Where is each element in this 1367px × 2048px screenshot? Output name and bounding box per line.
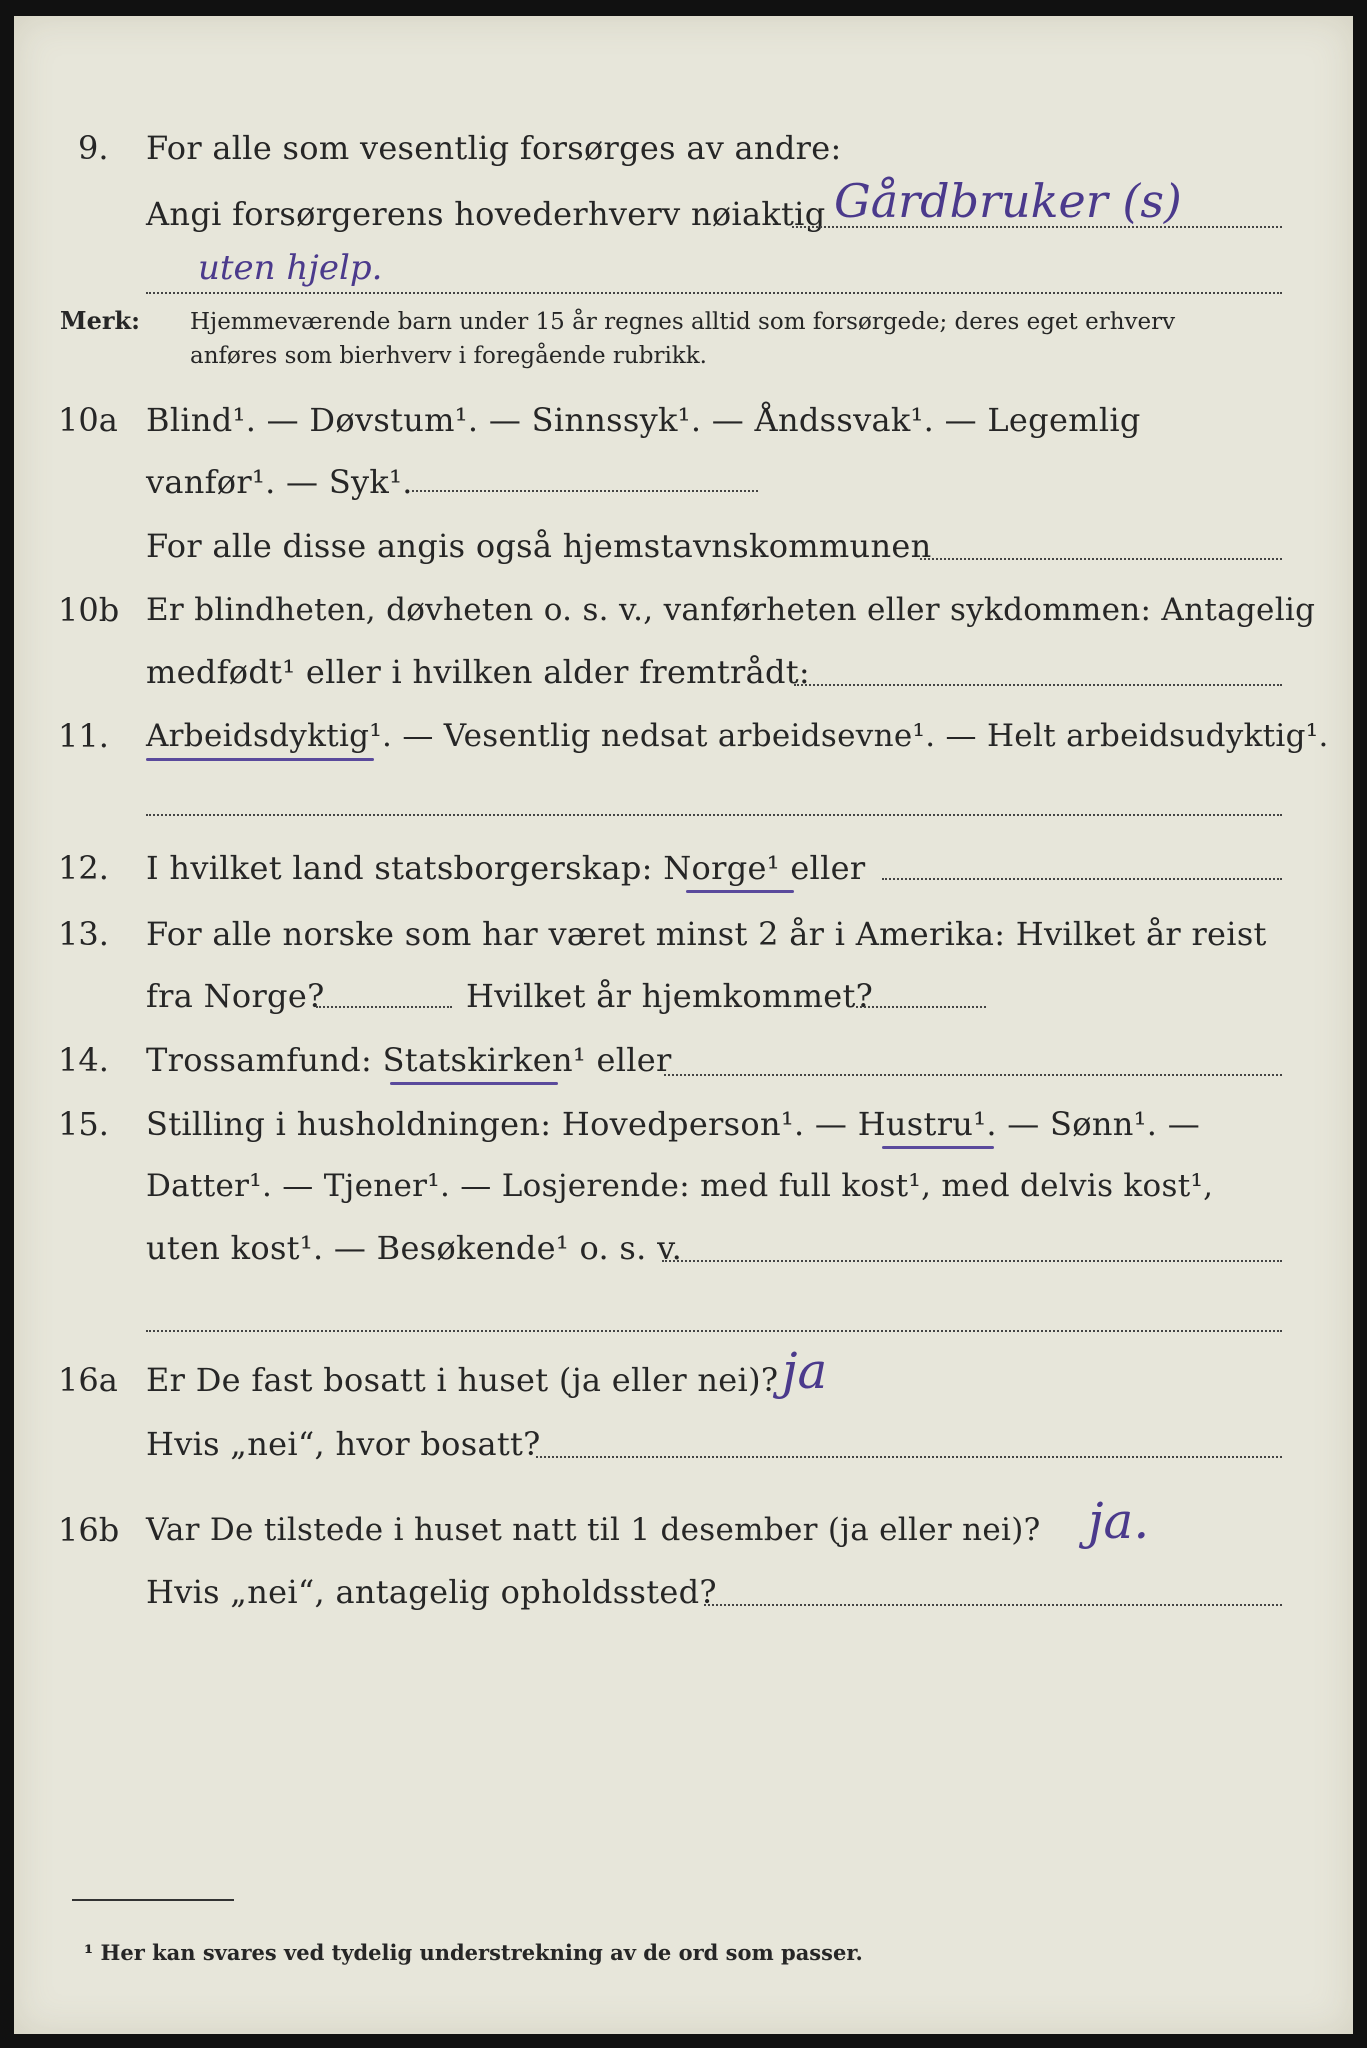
q12-norge-underline <box>686 890 794 893</box>
q12-number: 12. <box>58 849 109 887</box>
q16a-number: 16a <box>58 1361 118 1399</box>
q14-statskirken-underline <box>390 1082 558 1085</box>
q15-answer-line2 <box>146 1330 1282 1332</box>
q15-answer-line1 <box>662 1260 1282 1262</box>
q10a-answer-line <box>412 490 758 492</box>
q13-line2b: Hvilket år hjemkommet? <box>466 977 874 1015</box>
q10a-number: 10a <box>58 401 118 439</box>
q14-line1: Trossamfund: Statskirken¹ eller <box>146 1041 672 1079</box>
q10a-line3: For alle disse angis også hjemstavnskommunen <box>146 527 932 565</box>
q15-hustru-underline <box>882 1146 994 1149</box>
q11-arbeidsdyktig-underline <box>146 758 374 761</box>
q16a-handwritten-answer: ja <box>782 1342 828 1400</box>
q16a-line2: Hvis „nei“, hvor bosatt? <box>146 1425 541 1463</box>
q15-line2: Datter¹. — Tjener¹. — Losjerende: med full kost¹, med delvis kost¹, <box>146 1168 1214 1204</box>
q15-line3: uten kost¹. — Besøkende¹ o. s. v. <box>146 1229 683 1267</box>
q13-line2a: fra Norge? <box>146 977 325 1015</box>
q15-line1: Stilling i husholdningen: Hovedperson¹. — Hustru¹. — Sønn¹. — <box>146 1105 1201 1143</box>
merk-line2: anføres som bierhverv i foregående rubrikk. <box>190 343 707 369</box>
q9-answer-line2 <box>146 292 1282 294</box>
q14-answer-line <box>664 1074 1282 1076</box>
q15-number: 15. <box>58 1105 109 1143</box>
q13-reist-line <box>316 1006 452 1008</box>
q13-number: 13. <box>58 915 109 953</box>
footnote-rule <box>72 1899 234 1901</box>
q10b-line1: Er blindheten, døvheten o. s. v., vanførheten eller sykdommen: Antagelig <box>146 592 1316 628</box>
q10a-line2: vanfør¹. — Syk¹. <box>146 463 413 501</box>
q10b-answer-line <box>794 684 1282 686</box>
q11-number: 11. <box>58 717 109 755</box>
census-form-page <box>14 16 1353 2034</box>
q10a-hjemstavn-line <box>920 558 1282 560</box>
q10b-line2: medfødt¹ eller i hvilken alder fremtrådt: <box>146 653 810 691</box>
q11-line1: Arbeidsdyktig¹. — Vesentlig nedsat arbeidsevne¹. — Helt arbeidsudyktig¹. <box>146 718 1329 754</box>
q16b-handwritten-answer: ja. <box>1088 1492 1150 1550</box>
q13-hjemkommet-line <box>856 1006 986 1008</box>
merk-line1: Hjemmeværende barn under 15 år regnes alltid som forsørgede; deres eget erhverv <box>190 309 1176 335</box>
q10b-number: 10b <box>58 591 120 629</box>
q9-question-line1: For alle som vesentlig forsørges av andre: <box>146 129 842 167</box>
q11-answer-line <box>146 814 1282 816</box>
q16b-opholdssted-line <box>704 1604 1282 1606</box>
q16b-number: 16b <box>58 1511 120 1549</box>
q9-number: 9. <box>78 129 109 167</box>
q9-question-line2: Angi forsørgerens hovederhverv nøiaktig <box>146 195 826 233</box>
q9-handwritten-answer2: uten hjelp. <box>198 248 383 288</box>
q16a-bosatt-line <box>536 1456 1282 1458</box>
q10a-line1: Blind¹. — Døvstum¹. — Sinnssyk¹. — Åndssvak¹. — Legemlig <box>146 401 1141 439</box>
q16a-line1: Er De fast bosatt i huset (ja eller nei)? <box>146 1361 779 1399</box>
q16b-line1: Var De tilstede i huset natt til 1 desember (ja eller nei)? <box>146 1512 1041 1548</box>
q16b-line2: Hvis „nei“, antagelig opholdssted? <box>146 1573 717 1611</box>
q12-line1: I hvilket land statsborgerskap: Norge¹ eller <box>146 849 866 887</box>
q14-number: 14. <box>58 1041 109 1079</box>
merk-label: Merk: <box>60 306 140 335</box>
q13-line1: For alle norske som har været minst 2 år i Amerika: Hvilket år reist <box>146 915 1267 953</box>
q12-answer-line <box>882 878 1282 880</box>
q9-handwritten-answer1: Gårdbruker (s) <box>834 174 1182 228</box>
footnote: ¹ Her kan svares ved tydelig understrekning av de ord som passer. <box>84 1940 863 1965</box>
